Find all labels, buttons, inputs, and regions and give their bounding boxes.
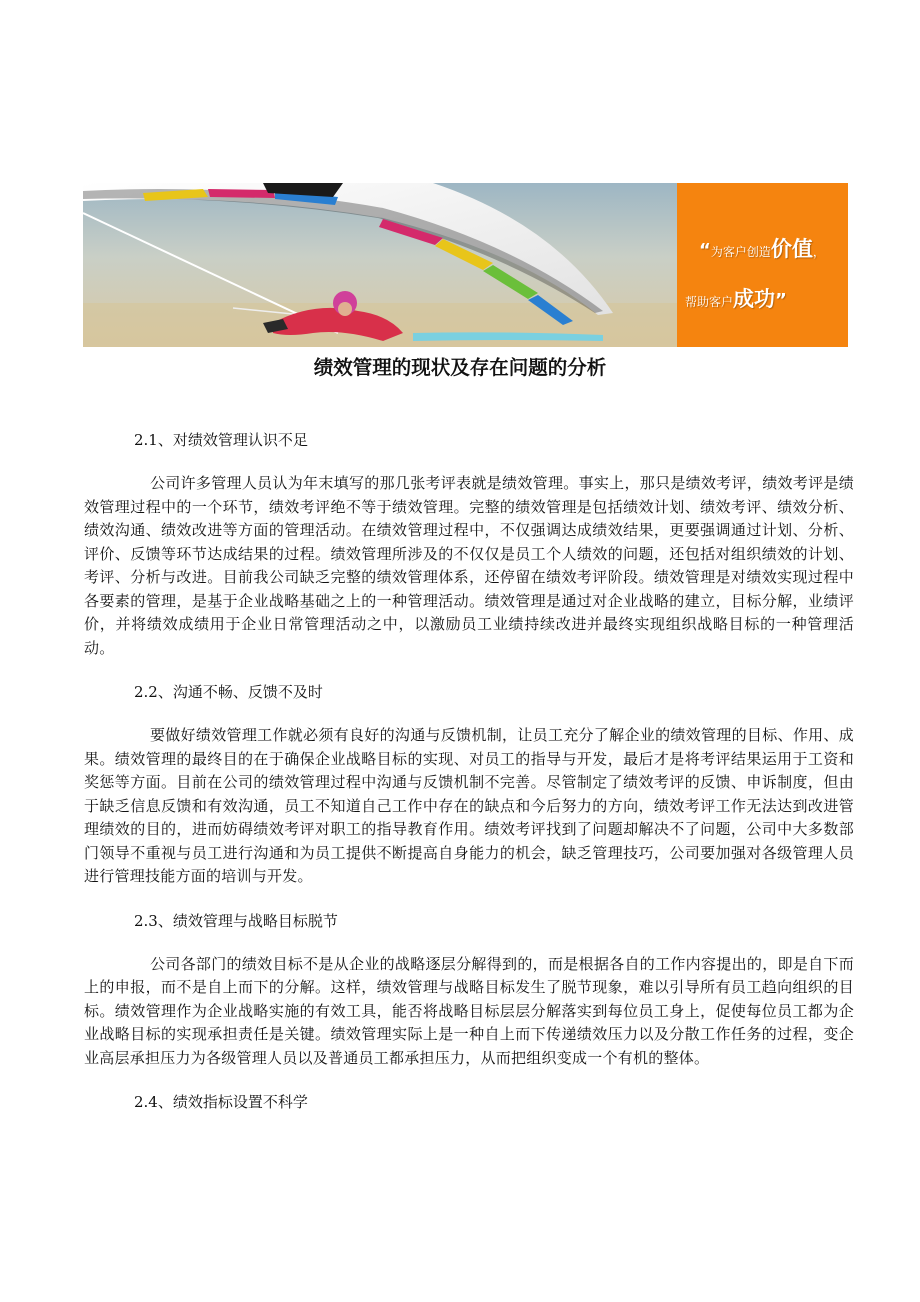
section-paragraph: 要做好绩效管理工作就必须有良好的沟通与反馈机制，让员工充分了解企业的绩效管理的目标、作用、成果。绩效管理的最终目的在于确保企业战略目标的实现、对员工的指导与开发，最后才是将考评结果运用于工资和奖惩等方面。目前在公司的绩效管理过程中沟通与反馈机制不完善。尽管制定了绩效考评的反馈、申诉制度，但由于缺乏信息反馈和有效沟通，员工不知道自己工作中存在的缺点和今后努力的方向，绩效考评工作无法达到改进管理绩效的目的，进而妨碍绩效考评对职工的指导教育作用。绩效考评找到了问题却解决不了问题，公司中大多数部门领导不重视与员工进行沟通和为员工提供不断提高自身能力的机会，缺乏管理技巧，公司要加强对各级管理人员进行管理技能方面的培训与开发。 <box>84 726 854 885</box>
section-heading: 2.1、对绩效管理认识不足 <box>134 431 308 449</box>
slogan-line-1: “为客户创造价值， <box>699 237 825 261</box>
section-paragraph: 公司许多管理人员认为年末填写的那几张考评表就是绩效管理。事实上，那只是绩效考评，绩效考评是绩效管理过程中的一个环节，绩效考评绝不等于绩效管理。完整的绩效管理是包括绩效计划、绩效考评、绩效分析、绩效沟通、绩效改进等方面的管理活动。在绩效管理过程中，不仅强调达成绩效结果，更要强调通过计划、分析、评价、反馈等环节达成结果的过程。绩效管理所涉及的不仅仅是员工个人绩效的问题，还包括对组织绩效的计划、考评、分析与改进。目前我公司缺乏完整的绩效管理体系，还停留在绩效考评阶段。绩效管理是对绩效实现过程中各要素的管理，是基于企业战略基础之上的一种管理活动。绩效管理是通过对企业战略的建立，目标分解，业绩评价，并将绩效成绩用于企业日常管理活动之中，以激励员工业绩持续改进并最终实现组织战略目标的一种管理活动。 <box>84 474 854 657</box>
section-heading: 2.4、绩效指标设置不科学 <box>134 1093 308 1111</box>
document-title: 绩效管理的现状及存在问题的分析 <box>313 356 607 379</box>
hang-glider-photo <box>83 183 677 347</box>
slogan-panel <box>677 183 848 347</box>
section-2-1 <box>84 428 854 660</box>
section-2-4 <box>84 1090 854 1114</box>
slogan-line-2: 帮助客户成功” <box>685 287 787 311</box>
section-2-3 <box>84 909 854 1071</box>
document-body <box>84 428 854 1134</box>
header-banner <box>83 183 848 347</box>
section-paragraph: 公司各部门的绩效目标不是从企业的战略逐层分解得到的，而是根据各自的工作内容提出的，即是自下而上的申报，而不是自上而下的分解。这样，绩效管理与战略目标发生了脱节现象，难以引导所有员工趋向组织的目标。绩效管理作为企业战略实施的有效工具，能否将战略目标层层分解落实到每位员工身上，促使每位员工都为企业战略目标的实现承担责任是关键。绩效管理实际上是一种自上而下传递绩效压力以及分散工作任务的过程，变企业高层承担压力为各级管理人员以及普通员工都承担压力，从而把组织变成一个有机的整体。 <box>84 954 854 1067</box>
section-heading: 2.2、沟通不畅、反馈不及时 <box>134 683 323 701</box>
section-heading: 2.3、绩效管理与战略目标脱节 <box>134 911 338 930</box>
section-2-2 <box>84 680 854 889</box>
